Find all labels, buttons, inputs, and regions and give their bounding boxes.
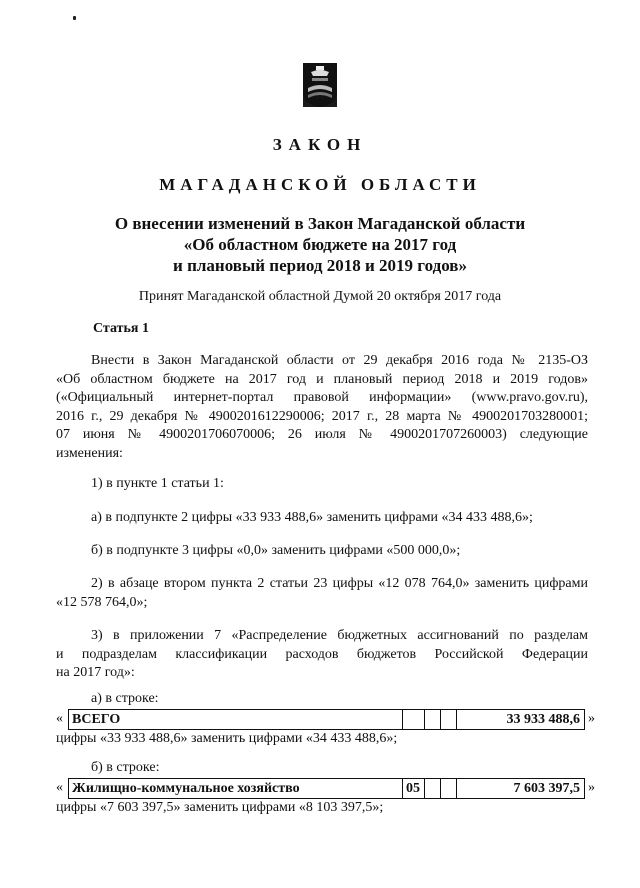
cell-subsection xyxy=(425,779,441,798)
item-1b: б) в подпункте 3 цифры «0,0» заменить цифрами «500 000,0»; xyxy=(91,543,461,558)
row-b-label: б) в строке: xyxy=(91,760,160,775)
intro-line: 2016 г., 29 декабря № 4900201612290006; 2017 г., 28 марта № 4900201703280001; xyxy=(56,408,588,424)
item-3-line: на 2017 год»: xyxy=(56,665,135,680)
cell-section: 05 xyxy=(403,779,425,798)
item-3 xyxy=(56,627,588,683)
row-a-label: а) в строке: xyxy=(91,691,159,706)
intro-line: («Официальный интернет-портал правовой информации» (www.pravo.gov.ru), xyxy=(56,390,588,405)
open-quote: « xyxy=(56,711,63,726)
close-quote: » xyxy=(588,780,595,795)
article-heading: Статья 1 xyxy=(93,321,149,336)
close-quote: » xyxy=(588,711,595,726)
item-1: 1) в пункте 1 статьи 1: xyxy=(91,476,224,491)
table-row-total xyxy=(56,709,608,729)
item-3-line: 3) в приложении 7 «Распределение бюджетных ассигнований по разделам xyxy=(91,628,588,643)
cell-extra xyxy=(441,779,457,798)
table-row-housing xyxy=(56,778,608,798)
row-cells xyxy=(68,778,585,799)
law-title-line: О внесении изменений в Закон Магаданской области xyxy=(114,214,526,233)
cell-name: ВСЕГО xyxy=(69,710,403,729)
cell-amount: 7 603 397,5 xyxy=(513,781,580,796)
item-2 xyxy=(56,575,588,612)
row-cells xyxy=(68,709,585,730)
intro-line: 07 июня № 4900201706070006; 26 июля № 4900201707260003) следующие xyxy=(56,427,588,442)
cell-amount: 33 933 488,6 xyxy=(506,712,580,727)
cell-name: Жилищно-коммунальное хозяйство xyxy=(69,779,403,798)
item-1a: а) в подпункте 2 цифры «33 933 488,6» заменить цифрами «34 433 488,6»; xyxy=(91,510,533,525)
law-heading: ЗАКОН xyxy=(272,135,368,154)
intro-line: «Об областном бюджете на 2017 год и плановый период 2018 и 2019 годов» xyxy=(56,371,588,387)
law-title-line: и плановый период 2018 и 2019 годов» xyxy=(173,256,467,275)
open-quote: « xyxy=(56,780,63,795)
coat-of-arms-emblem xyxy=(302,62,338,108)
item-2-line: «12 578 764,0»; xyxy=(56,594,148,610)
scan-speck xyxy=(73,16,76,20)
cell-subsection xyxy=(425,710,441,729)
row-b-replace: цифры «7 603 397,5» заменить цифрами «8 103 397,5»; xyxy=(56,800,384,815)
law-title xyxy=(0,213,640,276)
law-title-line: «Об областном бюджете на 2017 год xyxy=(183,235,457,254)
cell-extra xyxy=(441,710,457,729)
article-intro xyxy=(56,352,588,463)
region-heading: МАГАДАНСКОЙ ОБЛАСТИ xyxy=(159,175,481,194)
cell-section xyxy=(403,710,425,729)
item-2-line: 2) в абзаце втором пункта 2 статьи 23 цифры «12 078 764,0» заменить цифрами xyxy=(91,576,588,591)
adoption-line: Принят Магаданской областной Думой 20 октября 2017 года xyxy=(138,289,502,304)
item-3-line: и подразделам классификации расходов бюджетов Российской Федерации xyxy=(56,646,588,662)
intro-line: изменения: xyxy=(56,445,123,461)
intro-line: Внести в Закон Магаданской области от 29 декабря 2016 года № 2135-ОЗ xyxy=(91,353,588,368)
row-a-replace: цифры «33 933 488,6» заменить цифрами «34 433 488,6»; xyxy=(56,731,398,746)
